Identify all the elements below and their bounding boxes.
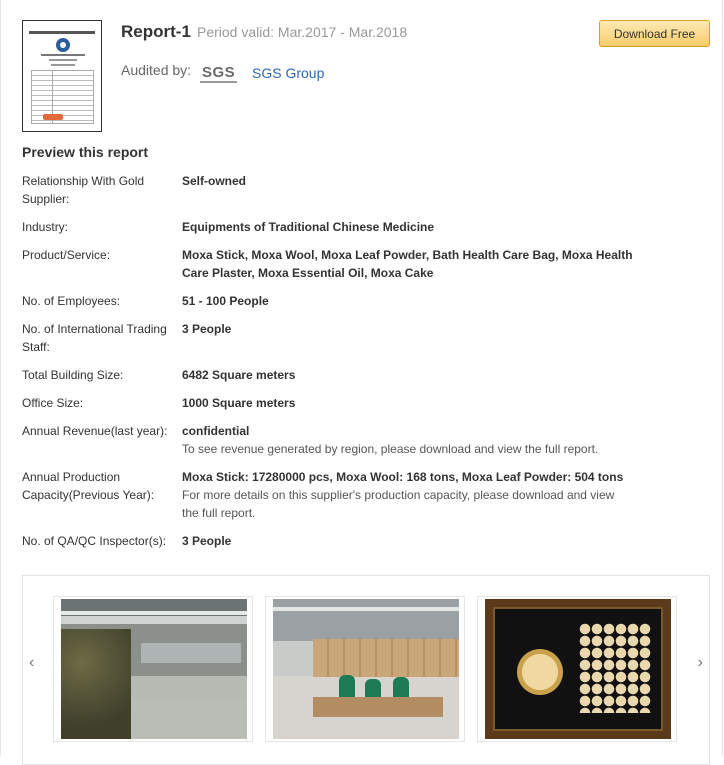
detail-value: 6482 Square meters [182,368,296,382]
detail-value: Self-owned [182,174,247,188]
report-title: Report-1 [121,22,191,41]
detail-row [22,468,662,522]
detail-label: Relationship With Gold Supplier: [22,174,145,206]
detail-label: Industry: [22,220,69,234]
detail-label: Annual Revenue(last year): [22,424,168,438]
chevron-right-icon[interactable]: › [697,654,703,671]
photo-image [485,599,671,739]
report-period: Period valid: Mar.2017 - Mar.2018 [197,24,408,40]
audited-by-label: Audited by: [121,62,192,78]
photo-image [61,599,247,739]
detail-value: Equipments of Traditional Chinese Medicine [182,220,435,234]
gallery-photo-product[interactable] [477,596,677,742]
detail-row [22,394,662,412]
detail-value: 3 People [182,322,232,336]
detail-label: Product/Service: [22,248,111,262]
report-details [22,172,662,560]
detail-value: confidential To see revenue generated by region, please download and view the full report. [182,422,634,458]
download-free-button[interactable]: Download Free [599,20,710,47]
gallery-photo-warehouse[interactable] [53,596,253,742]
detail-row [22,366,662,384]
detail-value: Moxa Stick, Moxa Wool, Moxa Leaf Powder, Bath Health Care Bag, Moxa Health Care Plaster, Moxa Essential Oil, Moxa Cake [182,248,633,280]
report-thumbnail[interactable] [22,20,102,132]
gallery-photo-workshop[interactable] [265,596,465,742]
detail-label: Office Size: [22,396,84,410]
detail-row [22,172,662,208]
detail-label: Total Building Size: [22,368,124,382]
photo-image [273,599,459,739]
detail-label: No. of QA/QC Inspector(s): [22,534,167,548]
detail-row [22,218,662,236]
detail-label: Annual Production Capacity(Previous Year): [22,470,155,502]
detail-row [22,246,662,282]
detail-row [22,320,662,356]
detail-label: No. of Employees: [22,294,121,308]
detail-note: To see revenue generated by region, please download and view the full report. [182,442,599,456]
detail-note: For more details on this supplier's production capacity, please download and view the full report. [182,488,615,520]
detail-row [22,422,662,458]
detail-row [22,532,662,550]
detail-value: Moxa Stick: 17280000 pcs, Moxa Wool: 168 tons, Moxa Leaf Powder: 504 tons For more details on this supplier's production capacity, please download and view the full report. [182,468,634,522]
photo-gallery [22,575,710,765]
detail-value: 1000 Square meters [182,396,296,410]
detail-row [22,292,662,310]
sgs-logo: SGS [202,64,236,81]
chevron-left-icon[interactable]: ‹ [29,654,35,671]
detail-value: 51 - 100 People [182,294,269,308]
auditor-link[interactable]: SGS Group [252,65,325,81]
detail-label: No. of International Trading Staff: [22,322,167,354]
detail-value: 3 People [182,534,232,548]
preview-heading: Preview this report [22,144,149,160]
